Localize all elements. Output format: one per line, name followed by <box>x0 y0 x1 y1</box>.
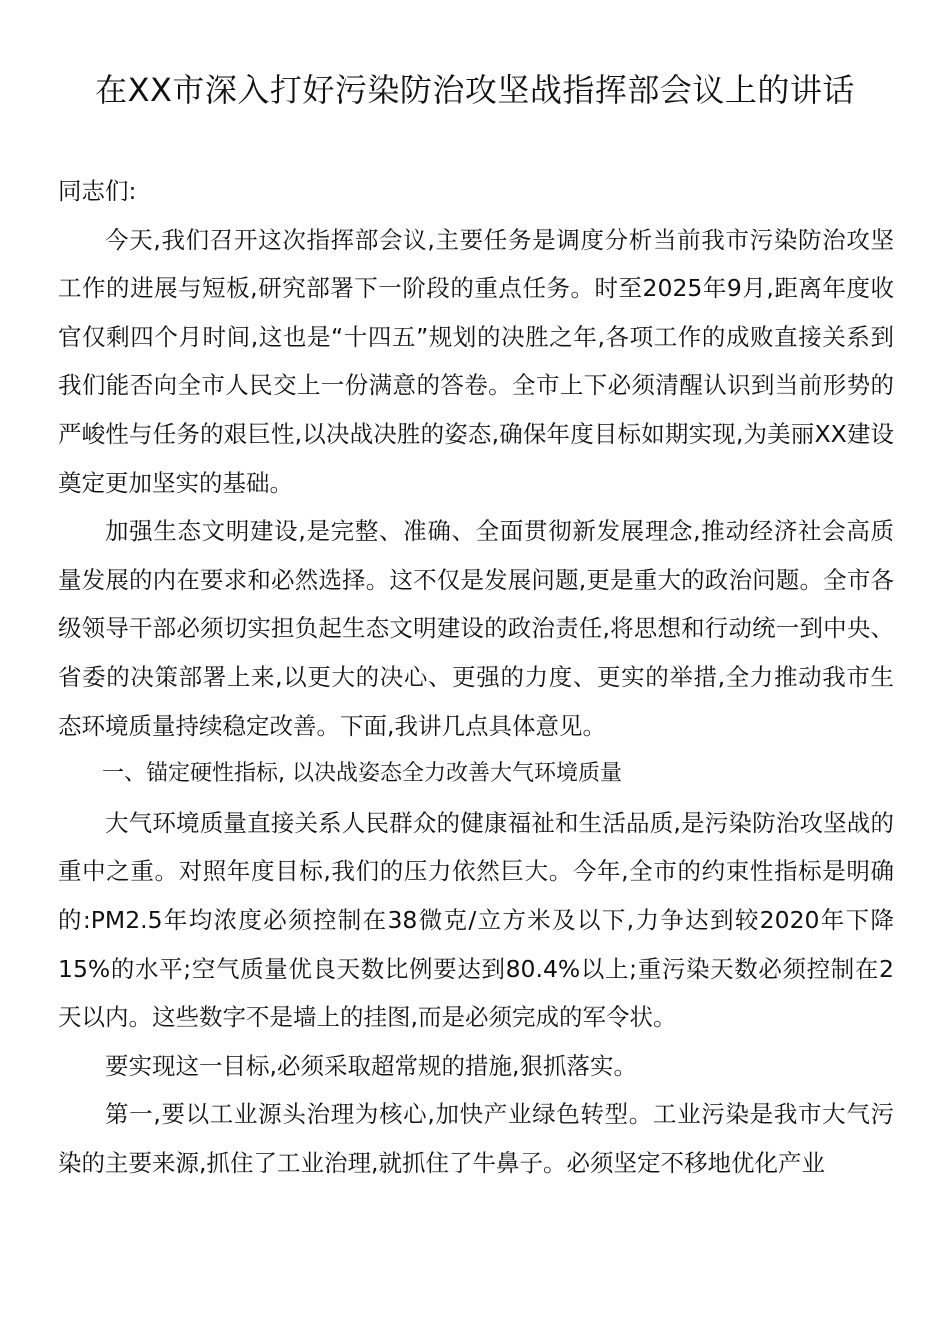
paragraph: 加强生态文明建设,是完整、准确、全面贯彻新发展理念,推动经济社会高质量发展的内在要求和必然选择。这不仅是发展问题,更是重大的政治问题。全市各级领导干部必须切实担负起生态文明建设的政治责任,将思想和行动统一到中央、省委的决策部署上来,以更大的决心、更强的力度、更实的举措,全力推动我市生态环境质量持续稳定改善。下面,我讲几点具体意见。 <box>58 517 894 740</box>
paragraph: 今天,我们召开这次指挥部会议,主要任务是调度分析当前我市污染防治攻坚工作的进展与短板,研究部署下一阶段的重点任务。时至2025年9月,距离年度收官仅剩四个月时间,这也是“十四五”规划的决胜之年,各项工作的成败直接关系到我们能否向全市人民交上一份满意的答卷。全市上下必须清醒认识到当前形势的严峻性与任务的艰巨性,以决战决胜的姿态,确保年度目标如期实现,为美丽XX建设奠定更加坚实的基础。 <box>58 225 894 497</box>
paragraph: 第一,要以工业源头治理为核心,加快产业绿色转型。工业污染是我市大气污染的主要来源,抓住了工业治理,就抓住了牛鼻子。必须坚定不移地优化产业 <box>58 1100 894 1177</box>
document-body <box>58 167 894 1187</box>
paragraph: 要实现这一目标,必须采取超常规的措施,狠抓落实。 <box>105 1051 637 1080</box>
greeting: 同志们: <box>58 177 137 205</box>
paragraph: 大气环境质量直接关系人民群众的健康福祉和生活品质,是污染防治攻坚战的重中之重。对照年度目标,我们的压力依然巨大。今年,全市的约束性指标是明确的:PM2.5年均浓度必须控制在38微克/立方米及以下,力争达到较2020年下降15%的水平;空气质量优良天数比例要达到80.4%以上;重污染天数必须控制在2天以内。这些数字不是墙上的挂图,而是必须完成的军令状。 <box>58 808 894 1032</box>
document-title: 在XX市深入打好污染防治攻坚战指挥部会议上的讲话 <box>95 71 855 109</box>
section-heading: 一、锚定硬性指标, 以决战姿态全力改善大气环境质量 <box>102 761 622 787</box>
